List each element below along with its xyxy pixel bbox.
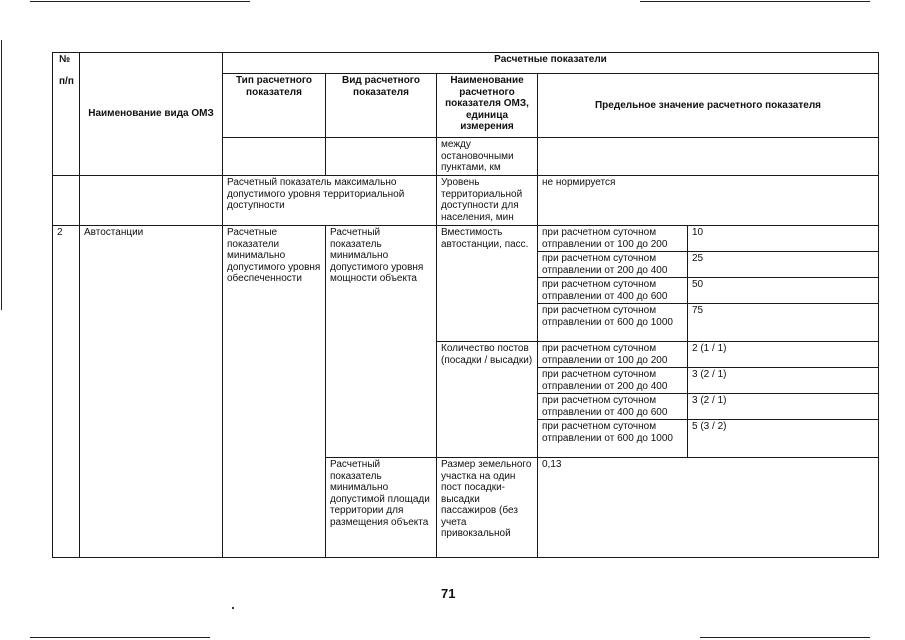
- row2-kind-capacity: Расчетный показатель минимально допустимого уровня мощности объекта: [326, 226, 437, 458]
- row2-kind-area: Расчетный показатель минимально допустимой площади территории для размещения объекта: [326, 458, 437, 558]
- capacity-cond: при расчетном суточном отправлении от 200 до 400: [538, 252, 688, 278]
- header-num-cell: [53, 53, 80, 176]
- indicator-continuation: между остановочными пунктами, км: [437, 138, 538, 176]
- capacity-value: 75: [688, 304, 879, 342]
- access-value: не нормируется: [538, 176, 879, 226]
- posts-value: 3 (2 / 1): [688, 368, 879, 394]
- posts-value: 3 (2 / 1): [688, 394, 879, 420]
- access-type: Расчетный показатель максимально допустимого уровня территориальной доступности: [223, 176, 437, 226]
- scan-edge-top: [30, 1, 250, 2]
- area-indicator: Размер земельного участка на один пост посадки-высадки пассажиров (без учета привокзальной: [437, 458, 538, 558]
- area-value: 0,13: [538, 458, 879, 558]
- posts-cond: при расчетном суточном отправлении от 200 до 400: [538, 368, 688, 394]
- posts-indicator: Количество постов (посадки / высадки): [437, 342, 538, 458]
- scan-speck: [232, 607, 234, 609]
- scan-edge-left: [1, 40, 2, 310]
- continued-limit-cell: [538, 138, 879, 176]
- access-indicator: Уровень территориальной доступности для населения, мин: [437, 176, 538, 226]
- posts-cond: при расчетном суточном отправлении от 100 до 200: [538, 342, 688, 368]
- header-num-sub: п/п: [59, 75, 74, 87]
- posts-cond: при расчетном суточном отправлении от 400 до 600: [538, 394, 688, 420]
- table-row: [53, 226, 879, 252]
- header-group: Расчетные показатели: [223, 53, 879, 74]
- header-indicator: Наименование расчетного показателя ОМЗ, единица измерения: [437, 74, 538, 138]
- capacity-cond: при расчетном суточном отправлении от 600 до 1000: [538, 304, 688, 342]
- posts-value: 5 (3 / 2): [688, 420, 879, 458]
- posts-cond: при расчетном суточном отправлении от 600 до 1000: [538, 420, 688, 458]
- capacity-cond: при расчетном суточном отправлении от 100 до 200: [538, 226, 688, 252]
- access-name-cell: [80, 176, 223, 226]
- header-limit: Предельное значение расчетного показателя: [538, 74, 879, 138]
- capacity-cond: при расчетном суточном отправлении от 400 до 600: [538, 278, 688, 304]
- posts-value: 2 (1 / 1): [688, 342, 879, 368]
- capacity-value: 50: [688, 278, 879, 304]
- row2-name: Автостанции: [80, 226, 223, 558]
- capacity-value: 10: [688, 226, 879, 252]
- header-type: Тип расчетного показателя: [223, 74, 326, 138]
- capacity-value: 25: [688, 252, 879, 278]
- access-row: [53, 176, 879, 226]
- header-kind: Вид расчетного показателя: [326, 74, 437, 138]
- header-num: №: [59, 54, 71, 65]
- continued-kind-cell: [326, 138, 437, 176]
- scan-edge-top-right: [640, 1, 870, 2]
- row2-type: Расчетные показатели минимально допустимого уровня обеспеченности: [223, 226, 326, 558]
- scan-edge-bottom-left: [30, 637, 210, 638]
- page-number: 71: [441, 586, 456, 601]
- scan-edge-bottom-right: [700, 637, 870, 638]
- omz-table: [52, 52, 879, 558]
- header-row-1: [53, 53, 879, 74]
- header-name: Наименование вида ОМЗ: [80, 53, 223, 176]
- capacity-indicator: Вместимость автостанции, пасс.: [437, 226, 538, 342]
- access-num-cell: [53, 176, 80, 226]
- row2-num: 2: [53, 226, 80, 558]
- continued-type-cell: [223, 138, 326, 176]
